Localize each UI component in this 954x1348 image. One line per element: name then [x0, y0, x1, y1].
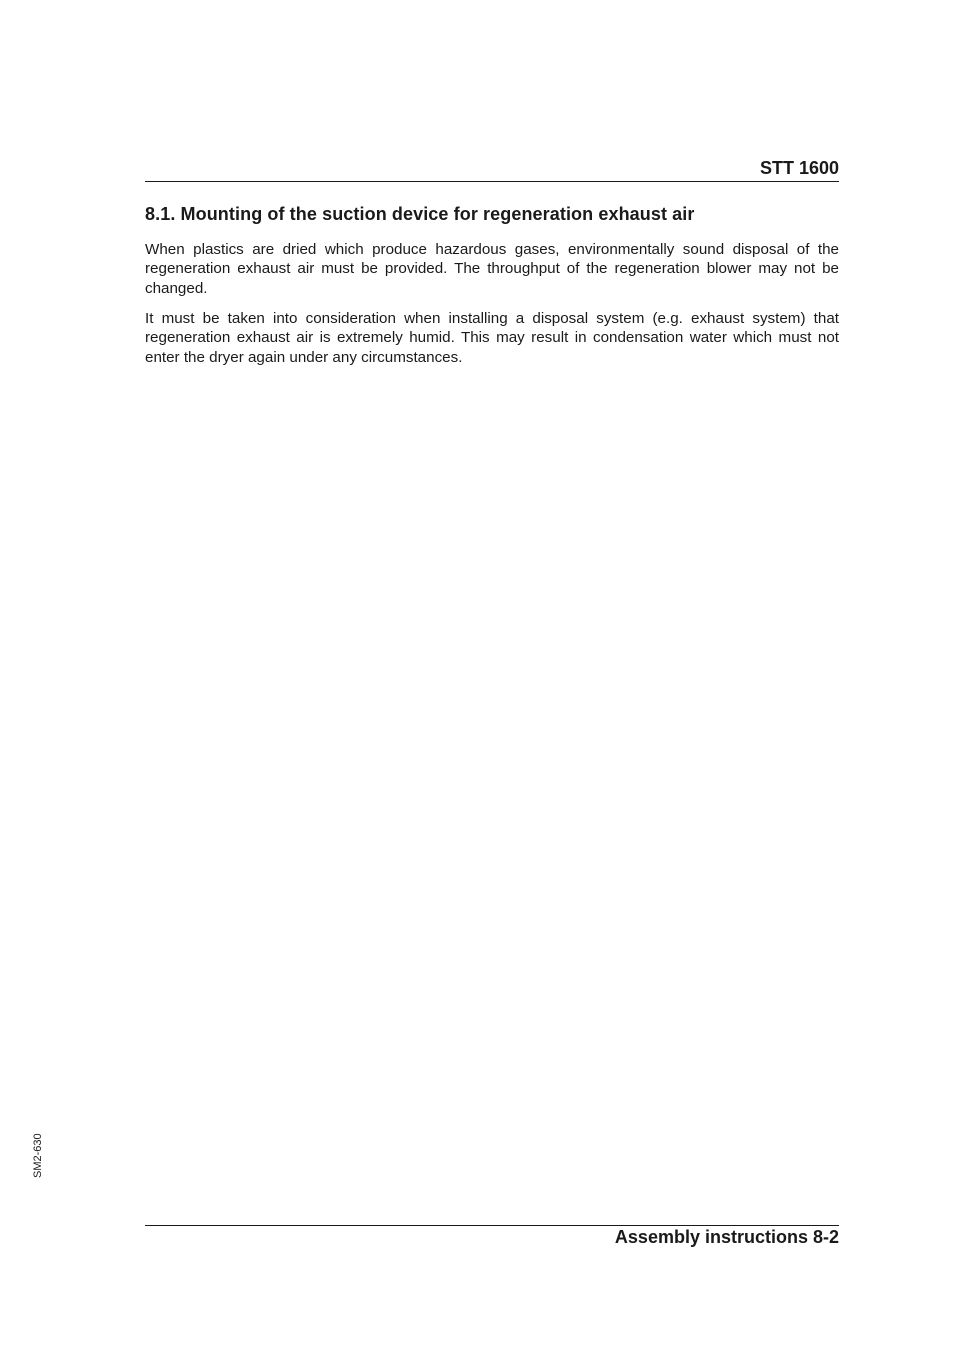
- header-divider: [145, 181, 839, 182]
- document-code: SM2-630: [32, 1133, 44, 1178]
- body-paragraph-2: It must be taken into consideration when installing a disposal system (e.g. exhaust system) that regeneration exhaust air is extremely humid. This may result in condensation water which must not enter the dryer again under any circumstances.: [145, 310, 839, 366]
- section-heading: 8.1. Mounting of the suction device for regeneration exhaust air: [145, 204, 695, 224]
- footer-divider: [145, 1225, 839, 1226]
- document-model-title: STT 1600: [759, 158, 839, 178]
- body-paragraph-1: When plastics are dried which produce hazardous gases, environmentally sound disposal of the regeneration exhaust air must be provided. The throughput of the regeneration blower may not be changed.: [145, 241, 839, 297]
- footer-chapter-page: Assembly instructions 8-2: [614, 1227, 839, 1247]
